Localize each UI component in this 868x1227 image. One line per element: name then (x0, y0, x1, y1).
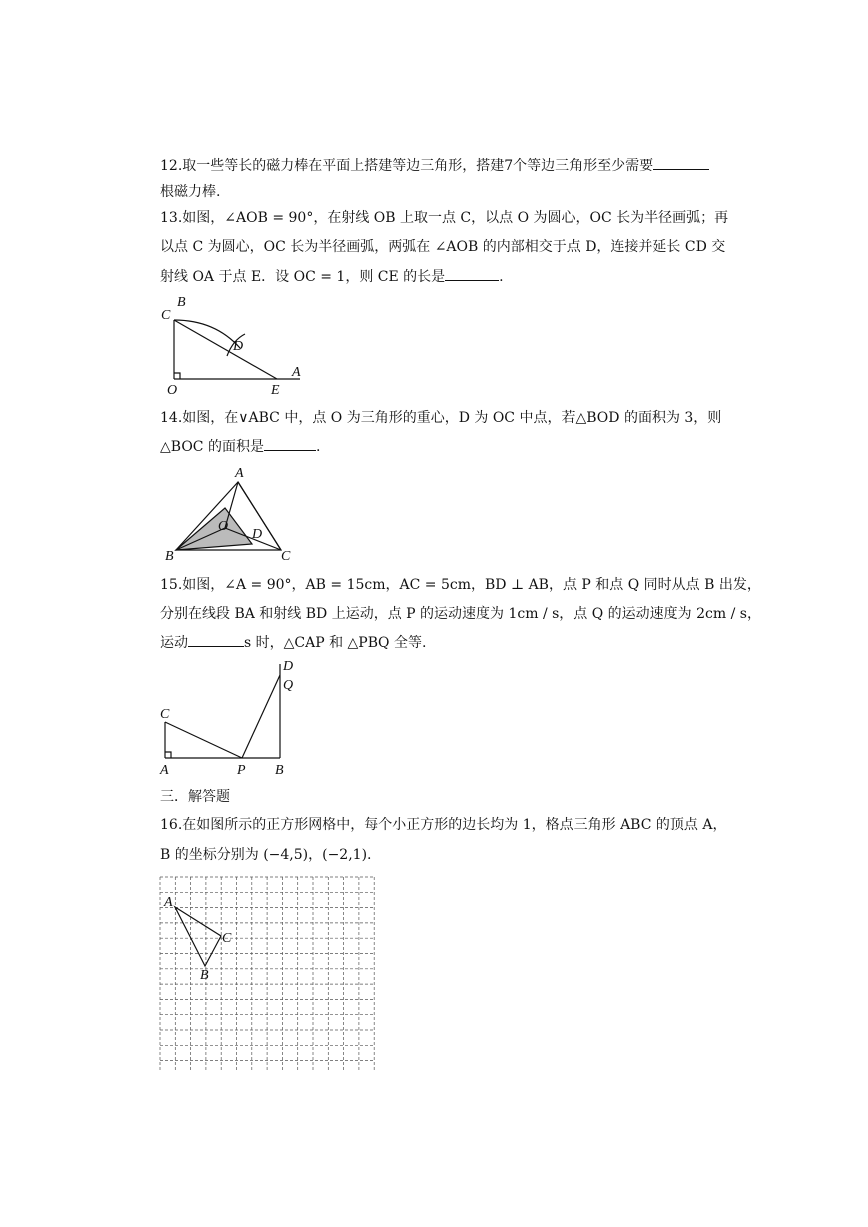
label-a: A (292, 365, 301, 380)
q13-line2: 以点 C 为圆心，OC 长为半径画弧，两弧在 ∠AOB 的内部相交于点 D，连接并延长 CD 交 (160, 239, 726, 255)
q12-text: 12.取一些等长的磁力棒在平面上搭建等边三角形，搭建7个等边三角形至少需要 (160, 158, 654, 174)
label-a: A (235, 466, 244, 481)
label-c: C (160, 707, 170, 722)
label-d: D (233, 339, 244, 354)
q12-line1 (160, 155, 709, 176)
label-c: C (161, 308, 171, 323)
q13-answer-blank[interactable] (445, 266, 499, 281)
q16-grid-figure (159, 876, 376, 1074)
q15-line3 (160, 632, 426, 653)
q16-line1: 16.在如图所示的正方形网格中，每个小正方形的边长均为 1，格点三角形 ABC 的顶点 A， (160, 817, 727, 833)
label-e: E (271, 383, 280, 398)
q13-line3 (160, 266, 504, 287)
label-b: B (177, 295, 186, 310)
q13-text: 射线 OA 于点 E．设 OC = 1，则 CE 的长是 (160, 269, 446, 285)
label-a: A (164, 895, 173, 910)
q15-answer-blank[interactable] (188, 632, 244, 647)
arc-center-o (174, 320, 240, 348)
q15-text-start: 运动 (160, 635, 188, 651)
q14-figure (160, 462, 295, 564)
q15-line1: 15.如图，∠A = 90°，AB = 15cm，AC = 5cm，BD ⊥ AB，点 P 和点 Q 同时从点 B 出发， (160, 577, 761, 593)
q13-line1: 13.如图，∠AOB = 90°，在射线 OB 上取一点 C，以点 O 为圆心，OC 长为半径画弧；再 (160, 210, 729, 226)
label-o: O (218, 519, 229, 534)
square-grid (160, 877, 374, 1072)
q12-answer-blank[interactable] (653, 155, 709, 170)
q14-answer-blank[interactable] (264, 436, 316, 451)
q14-text: △BOC 的面积是 (160, 439, 264, 455)
label-d: D (283, 659, 294, 674)
label-c: C (222, 931, 232, 946)
right-angle-mark (165, 752, 171, 758)
segment-cp (165, 722, 242, 758)
label-a: A (160, 763, 169, 778)
q13-period: . (499, 269, 504, 285)
right-angle-mark (174, 373, 180, 379)
label-p: P (237, 763, 246, 778)
q15-line2: 分别在线段 BA 和射线 BD 上运动，点 P 的运动速度为 1cm / s，点 Q 的运动速度为 2cm / s， (160, 606, 761, 622)
label-b: B (200, 968, 209, 983)
q16-line2: B 的坐标分别为 (−4,5)，(−2,1). (160, 847, 372, 863)
label-c: C (281, 549, 291, 564)
q15-text-end: s 时，△CAP 和 △PBQ 全等. (244, 635, 427, 651)
label-b: B (275, 763, 284, 778)
q14-line2 (160, 436, 320, 457)
label-b: B (165, 549, 174, 564)
q14-period: . (315, 439, 321, 455)
q15-figure (155, 658, 305, 780)
q13-figure (155, 290, 315, 400)
q12-line2: 根磁力棒. (160, 184, 221, 200)
section-heading: 三．解答题 (160, 789, 230, 805)
label-o: O (167, 383, 178, 398)
segment-ce (174, 320, 277, 379)
shaded-triangle-bod (176, 508, 252, 550)
q14-line1: 14.如图，在∨ABC 中，点 O 为三角形的重心，D 为 OC 中点，若△BOD 的面积为 3，则 (160, 410, 722, 426)
label-d: D (252, 527, 263, 542)
triangle-abc (175, 907, 221, 966)
label-q: Q (283, 678, 294, 693)
segment-pq (242, 675, 280, 758)
